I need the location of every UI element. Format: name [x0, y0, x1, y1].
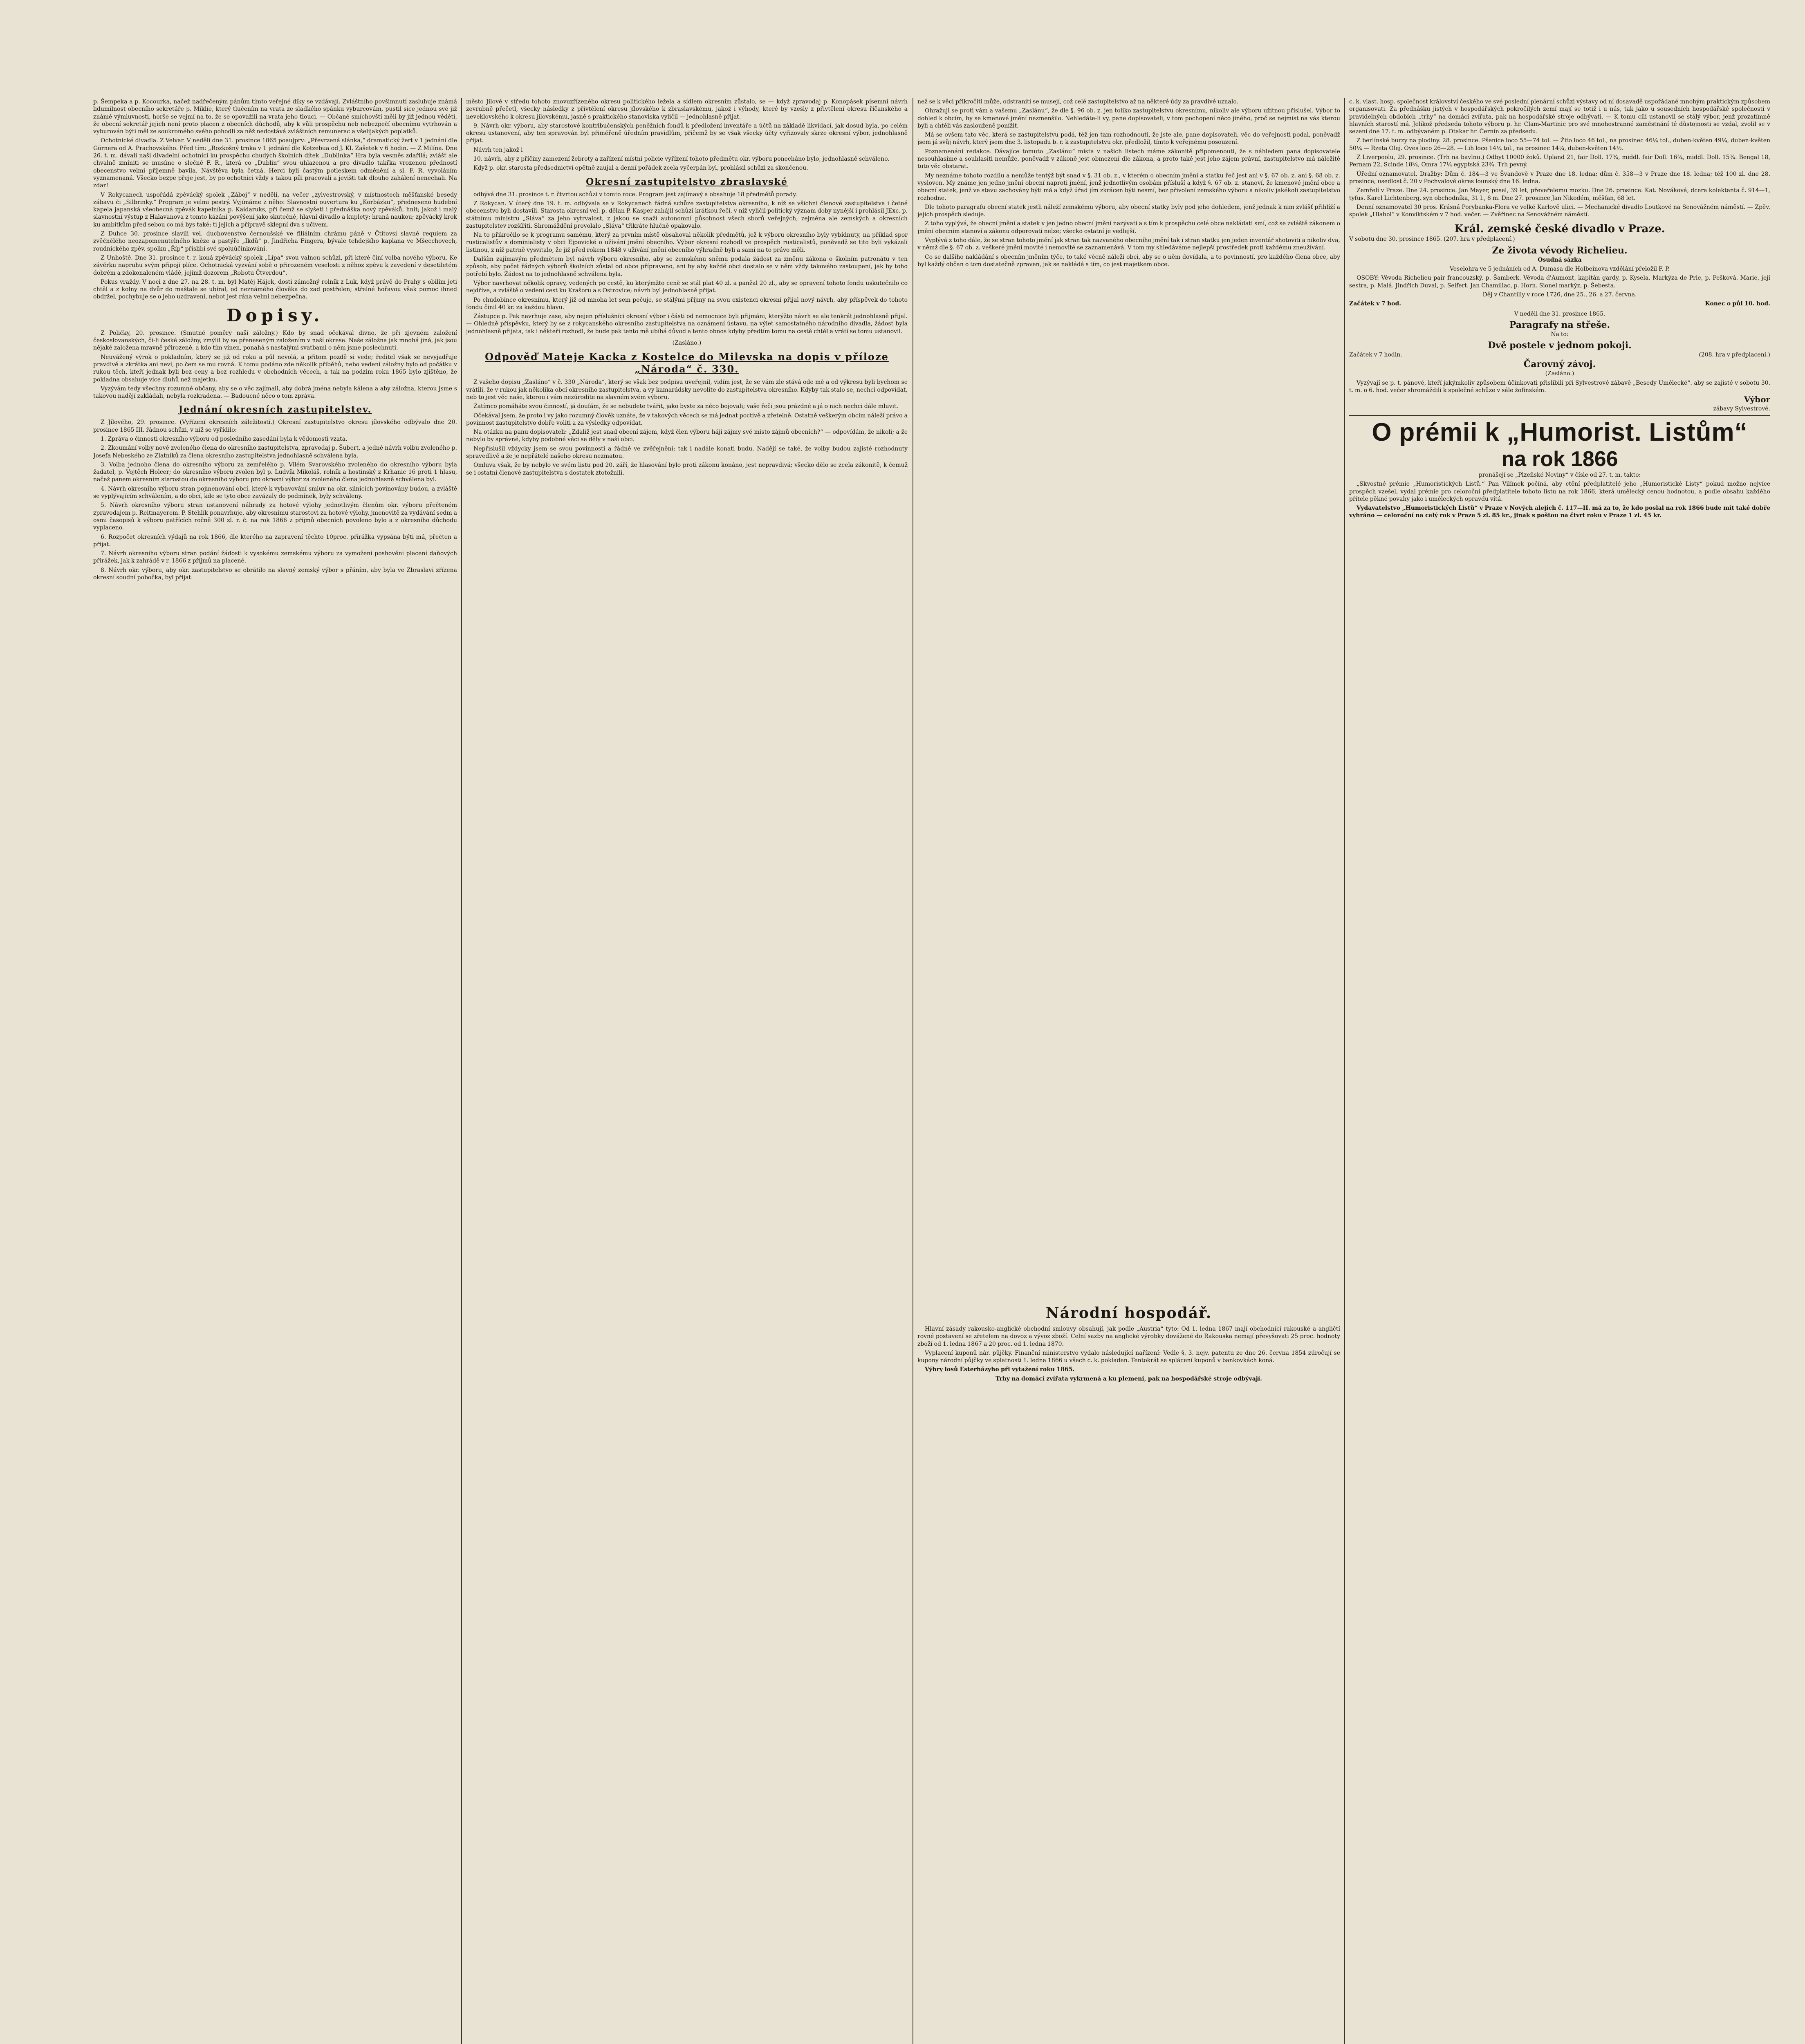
sunday-play2-note: (208. hra v předplacení.): [1699, 352, 1770, 359]
play-subtitle: Osudná sázka: [1538, 256, 1582, 263]
zaslano-sign: Výbor: [1744, 394, 1770, 405]
play-description: Veselohra ve 5 jednáních od A. Dumasa dle Holbeinova vzdělání přeložil F. P.: [1449, 266, 1670, 273]
column-2: [466, 98, 908, 2044]
article-paragraph: Pokus vraždy. V noci z dne 27. na 28. t. m. byl Matěj Hájek, dosti zámožný rolník z Luk, když právě do Prahy s obilím jeti chtěl a z kolny na dvůr do maštale se ubíral, od neznámého člověka do zad postřelen; střelné hořavou však pomoc ihned obdržel, pochybuje se o jeho uzdravení, nebot jest rána velmi nebezpečna.: [93, 278, 457, 300]
article-paragraph: Nepřislušil vždycky jsem se svou povinností a řádně ve zvěřejnění; tak i nadále konati budu. Nadějí se také, že volby budou zajisté rozhodnuty spravedlivě a že je nepřátelé našeho okresu nezmatou.: [466, 445, 908, 459]
article-paragraph: c. k. vlast. hosp. společnost království českého ve své poslední plenární schůzi výstavy od ní dosavadě uspořádané mnohým praktickým způsobem organisovati. Za přednášku jistých v hospodářských pokročilých zemí mají se totiž i u nás, tak jako u sousedních hospodářské společnosti v pravidelných obdobích „trhy“ na domácí zvířata, pak na hospodářské stroje odbývati. — K tomu cíli ustanovil se stálý výbor, jenž prozatímně hlavních starostí má. Jelikož předseda tohoto výboru p. hr. Clam-Martinic pro své mnohostranné zaměstnání té důstojnosti se vzdal, zvolil se v sezení dne 17. t. m. odbývaném p. Otakar hr. Černín za předsedu.: [1349, 99, 1770, 135]
article-paragraph: Z Poličky, 20. prosince. (Smutné poměry naší záložny.) Kdo by snad očekával divno, že při zjevném založení českoslovanských, či-li české záložny, zmýlil by se přeneseným založením v naší okrese. Naše záložna jak mnohá jiná, jak jsou nějaké založena mravně přirozeně, a kdo tím vínen, ponahá s nastalými svatbami o něm jsme poslechnuti.: [93, 329, 457, 352]
zaslano-text: Vyzývají se p. t. pánové, kteří jakýmkoliv způsobem účinkovati přislíbili při Sylvestrové zábavě „Besedy Umělecké“. aby se zajisté v sobotu 30. t. m. o 6. hod. večer shromáždili k společné schůze v sále žofínském.: [1349, 379, 1770, 394]
play-cast: OSOBY: Vévoda Richelieu pair francouzský, p. Šamberk. Vévoda ď'Aumont, kapitán gardy, p. Kysela. Markýza de Prie, p. Pešková. Marie, její sestra, p. Malá. Jindřich Duval, p. Seifert. Jan Chamillac, p. Horn. Sionel markýz, p. Šebesta.: [1349, 275, 1770, 289]
article-paragraph: Denní oznamovatel 30 pros. Krásná Porybanka-Flora ve velké Karlově ulici. — Mechanické divadlo Loutkové na Senovážném náměstí. — Zpěv. spolek „Hlahol“ v Konviktském v 7 hod. večer. — Zvěřinec na Senovážném náměstí.: [1349, 204, 1770, 218]
ad-headline: O prémii k „Humorist. Listům“: [1372, 418, 1748, 446]
article-paragraph: Z Unhoště. Dne 31. prosince t. r. koná zpěvácký spolek „Lípa“ svou valnou schůzi, při které činí volba nového výboru. Ke závěrku napruhu svým připojí plíce. Ochotnická vyzvání sobě o přirozeném veselosti z něhoz zpěvu k zavedení v desetiletém dobrém a zdokonaleném vládě, jejímž dozorem „Robotu Čtverdou“.: [93, 254, 457, 276]
article-paragraph: Z vašeho dopisu „Zasláno“ v č. 330 „Národa“, který se však bez podpisu uveřejnil, vidím jest, že se vám zle stává ode mě a od výkresu byli bychom se vrátili, že v rukou jak několika obcí okresního zastupitelstva, a vy kamarádsky nevolíte do zastupitelstva okresního. Kdyby tak stalo se, nechci odpovídat, neb to jest věc naše, kterou i vám nezúrodíte na slavném svém výboru.: [466, 379, 908, 401]
article-paragraph: 1. Zpráva o činnosti okresního výboru od posledního zasedání byla k vědomosti vzata.: [101, 435, 348, 442]
article-paragraph: Dle tohoto paragrafu obecní statek jestli náleží zemskému výboru, aby obecní statky byly pod jeho dohledem, jenž jednak k nim zvlášť přihlíží a jejich prospěch sleduje.: [917, 204, 1340, 218]
article-paragraph: 6. Rozpočet okresních výdajů na rok 1866, dle kterého na zapravení těchto 10proc. přirážka vypsána býti má, přečten a přijat.: [93, 533, 457, 548]
play-start: Začátek v 7 hod.: [1349, 300, 1401, 307]
play-times: [1349, 300, 1770, 307]
article-paragraph: 7. Návrh okresního výboru stran podání žádosti k vysokému zemskému výboru za vymožení poshověni placení daňových přirážek, jak k zahrádě v r. 1866 z příjmů na placené.: [93, 550, 457, 565]
article-paragraph: Zemřelí v Praze. Dne 24. prosince. Jan Mayer, posel, 39 let, převeřelemu mozku. Dne 26. prosince: Kat. Nováková, dcera kolektanta č. 914—1, tyfus. Karel Lichtenberg, syn obchodníka, 31 l., 8 m. Dne 27. prosince Jan Nikodém, měšťan, 68 let.: [1349, 187, 1770, 202]
section-title-zbraslav: Okresní zastupitelstvo zbraslavské: [586, 176, 788, 187]
article-paragraph: 5. Návrh okresního výboru stran ustanovení náhrady za hotové výlohy jednotlivým členům okr. výboru přečteném zpravodajem p. Reitmayerem. P. Stehlík ponavrhuje, aby okresnímu starostovi za hotové výlohy, jmenovitě za vydávání sedm a osmi časopisů k výboru patřících ročně 300 zl. r. č. na rok 1866 z příjmů obecních povoleno bylo a z okresního důchodu vyplaceno.: [93, 502, 457, 531]
column-3-lower: [917, 1300, 1340, 2044]
article-paragraph: 9. Návrh okr. výboru, aby starostové kontribučenských peněžních fondů k předložení inventáře a účtů na základě likvidací, jak dosud byla, po celém okresu ustanovení, aby ten spravován byl přiměřeně úředním pravidlům, přičemž by se však všecky účty vyřizovaly skrze okresní výbor, jednohlasně přijat.: [466, 122, 908, 144]
article-paragraph: Má se ovšem tato věc, která se zastupitelstvu podá, též jen tam rozhodnouti, že jste ale, pane dopisovateli, věc do veřejnosti podal, poněvadž jsem já svůj návrh, který jsem dne 3. listopadu b. r. k zastupitelstvu okr. předložil, tímto k veřejnému posouzení.: [917, 132, 1340, 146]
column-1: [93, 98, 457, 2044]
section-title-dopisy: Dopisy.: [226, 305, 324, 325]
article-paragraph: Co se dalšího nakládání s obecním jměním týče, to také věcně náleží obci, aby se o něm dovídala, a to povinností, pro každého člena obce, aby byl každý občan o tom dostatečně zpraven, jak se nakládá s tím, co jest majetkem obce.: [917, 253, 1340, 268]
section-title-narodni-hospodar: Národní hospodář.: [1045, 1304, 1212, 1322]
theater-date: V sobotu dne 30. prosince 1865. (207. hra v předplacení.): [1349, 236, 1515, 243]
column-4: [1349, 98, 1770, 2044]
article-paragraph: Vyplývá z toho dále, že se stran tohoto jmění jak stran tak nazvaného obecního jmění tak i stran statku jen jeden inventář shotoviti a nikoliv dva, v němž dle §. 67 ob. z. veškeré jmění movité i nemovité se zaznamenává. V tom my shledáváme nejlepší prostředek proti každému zneužívání.: [917, 237, 1340, 251]
article-paragraph: Výbor navrhovat několik opravy, vedených po cestě, ku kterýmžto ceně se stál plat 40 zl. a panžal 20 zl., aby se opravení tohoto fondu uskutečnilo co nejdříve, a zvláště o vedení cest ku Krašoru a s Ostrovice; návrh byl jednohlasně přijat.: [466, 280, 908, 294]
sunday-na-to: Na to:: [1551, 331, 1569, 338]
article-paragraph: Úřední oznamovatel. Dražby: Dům č. 184—3 ve Švandově v Praze dne 18. ledna; dům č. 358—3 v Praze dne 18. ledna; též 100 zl. dne 28. prosince; usedlost č. 20 v Pochvalově okres lounský dne 16. ledna.: [1349, 170, 1770, 185]
article-paragraph: Zástupce p. Pek navrhuje zase, aby nejen příslušníci okresní výbor i části od nemocnice byli přijmáni, kterýžto návrh se ale tenkrát jednohlasně přijal. — Ohledně příspěvku, který by se z rokycanského okresního zastupitelstva na oznámení ústavu, na výlet samostatného národního divadla, žádost byla jednohlasně přijata, tak i někteří rozhodl, že bude pak tento mě ubíhá důvod a tento obnos kdyby předtím tomu na cestě chtěl a vrátí se tomu ustanovil.: [466, 313, 908, 335]
article-paragraph: než se k věci přikročiti může, odstraniti se musejí, což celé zastupitelstvo až na některé údy za pravdivé uznalo.: [917, 99, 1238, 105]
article-paragraph: Na otázku na panu dopisovateli: „Zdaliž jest snad obecní zájem, když člen výboru hájí zájmy své místo zájmů obecních?“ — odpovídám, že nikoli; a že nebylo by správné, kdyby podobné věci se děly v naší obci.: [466, 429, 908, 443]
article-paragraph: Vyzývám tedy všechny rozumné občany, aby se o věc zajímali, aby dobrá jména nebyla kálena a aby záložna, kterou jsme s takovou nadějí zakládali, nebyla rozkradena. — Badoucné něco o tom zpráva.: [93, 385, 457, 400]
article-paragraph: Trhy na domácí zvířata vykrmená a ku plemeni, pak na hospodářské stroje odbývají.: [995, 1375, 1262, 1382]
article-paragraph: Z Duhce 30. prosince slavili vel. duchovenstvo černoušské ve filiálním chrámu páně v Čtitovsi slavné requiem za zvěčnělého neozapomenutelného kněze a pastýře „Ikdů“ p. Jindřicha Fingera, bývale tehdejšího kaplana ve Mšecchovech, roudnického zpěv. spolku „Říp“ příslibi své spoluúčinkování.: [93, 231, 457, 252]
theater-title: Král. zemské české divadlo v Praze.: [1454, 223, 1665, 235]
article-paragraph: p. Šempeka a p. Kocourka, načež nadřečeným pánům tímto veřejné díky se vzdávají. Zvláštního povšimnutí zasluhuje známá lidumilnost obecního sekretáře p. Miklíe, který tlučením na vrata ze sladkého spánku vyburcovám, pustil sice jednou své již známé výmluvnosti, horše se vejmí na to, že se opovažili na vrata jeho tlouci. — Občané smíchovští měli by již jednou věděti, že obecní sekretář jejich není proto placen z obecních důchodů, aby k vůli prospěchu neb nebezpečí obecnímu vytrhován a vyburován býti měl ze soukromého svého pohodlí za něž nedostává zvláštních remunerac a všelijakých poplatků.: [93, 99, 457, 135]
article-paragraph: 4. Návrh okresního výboru stran pojmenování obcí, které k vybavování smluv na okr. silnicích povinovány budou, a zvláště se vyplývajícím schválením, a do obcí, kde se tyto obce zavázaly do podmínek, byly schváleny.: [93, 485, 457, 500]
ad-rule: [1349, 415, 1770, 416]
article-paragraph: odbývá dne 31. prosince t. r. čtvrtou schůzi v tomto roce. Program jest zajímavý a obsahuje 18 předmětů porady.: [473, 191, 797, 198]
article-paragraph: Omluva však, že by nebylo ve svém listu pod 20. září, že hlasování bylo proti zákonu konáno, jest nepravdivá; všecko dělo se zcela zákonitě, k čemuž se i ostatní členové zastupitelstva s dostatek ztotožnili.: [466, 462, 908, 476]
article-paragraph: My neznáme tohoto rozdílu a nemůže tentýž být snad v §. 31 ob. z., v kterém o obecním jmění a statku řeč jest ani v §. 67 ob. z. ani §. 68 ob. z. vysloven. My známe jen jedno jmění obecní naproti jmění, jenž jednotlivým osobám přísluší a když §. 67 ob. z. stanoví, že kmenové jmění obce a obecní statek, jenž ve stavu zachovány býti má a když úřad jím zkrácen býti nesmí, bez přivolení zemského výboru a nikoliv jakékoli zastupitelstvo rozhodne.: [917, 172, 1340, 202]
article-paragraph: Ochotnické divadla. Z Velvar. V neděli dne 31. prosince 1865 poaujprv: „Převrzená slánka,“ dramatický žert v 1 jednání dle Görnera od A. Prachovského. Před tím: „Rozkošný trnka v 1 jednání dle Kotzebua od J. Kl. Zašetek v 6 hodin. — Z Milína. Dne 26. t. m. dávali naši divadelní ochotníci ku prospěchu chudých školních dítek „Dublinka“ Hra byla vesměs zdařilá; zvlášť ale chvalně zmíniti se musíme o slečně F. R., která co „Dublin“ svou uhlazenou a pro divadlo takřka vrozenou předností obecenstvo velmi příjemně bavila. Návštěva byla četná. Herci byli častým potleskem odměnění a sl. F. R. vyvoláním vyznamenaná. Všecko bezpe přeje jest, by po ochotnici vždy s takou píli pracovali a jevišti tak dlouho zahálení nenechali. Na zdar!: [93, 137, 457, 189]
ad-line: pronášejí se „Plzeňské Noviny“ v čísle od 27. t. m. takto:: [1478, 471, 1641, 478]
article-paragraph: Když p. okr. starosta předsednictví opětně zaujal a denní pořádek zcela vyčerpán byl, prohlásil schůzi za skončenou.: [473, 165, 808, 172]
article-paragraph: 10. návrh, aby z příčiny zamezení žebroty a zařízení místní policie vyřízení tohoto předmětu okr. výboru ponecháno bylo, jednohlasně schváleno.: [473, 156, 890, 163]
article-paragraph: Na to přikročilo se k programu samému, který za prvním místě obsahoval několik předmětů, jež k výboru okresního byly vybídnuty, na příklad spor rusticalistův s dominialisty v obci Ejpovické o užívání jmění obecního. Výbor okresní rozhodl ve prospěch rusticalistů, poněvadž se tito byli vykázali listinou, z níž patrně vysvitalo, že již před rokem 1848 v užívání jmění obecního výhradně byli a sami na to právo měli.: [466, 232, 908, 253]
article-paragraph: Z Rokycan. V úterý dne 19. t. m. odbývala se v Rokycanech řádná schůze zastupitelstva okresního, k níž se všichni členové zastupitelstva i četné obecenstvo byli dostavili. Starosta okresní vel. p. dělan P. Kasper zahájil schůzi krátkou řečí, v níž vyličil politický význam doby nynější i prohlásil JExc. p. státnímu ministru „Sláva“ za jeho vytrvalost, z jakou se snaží autonomní působnost všech sborů veřejných, zejména ale zemských a okresních zastupitelstev rozšířiti. Shromáždění provolalo „Sláva“ třikráte hlučně opakovalo.: [466, 200, 908, 229]
play-note: Děj v Chantilly v roce 1726, dne 25., 26. a 27. června.: [1482, 291, 1637, 298]
article-paragraph: Ohražuji se proti vám a vašemu „Zaslánu“, že dle §. 96 ob. z. jen toliko zastupitelstvu okresnímu, nikoliv ale výboru užitnou příslušel. Výbor to dohled k obcím, by se kmenové jmění nezmenšilo. Nehledáte-li vy, pane dopisovateli, v tom pochopení něco jiného, proč se nejmíst na vás kterou byli a chtěli vás zaslouženě ponížit.: [917, 108, 1340, 129]
article-paragraph: Z Liverpoolu, 29. prosince. (Trh na bavlnu.) Odbyt 10000 žoků. Upland 21, fair Doll. 17¾, middl. fair Doll. 16¾, middl. Doll. 15¾. Bengal 18, Pernam 22, Scinde 18¾, Omra 17¼ egyptská 23¾. Trh pevný.: [1349, 154, 1770, 168]
article-paragraph: Poznamenání redakce. Dávajíce tomuto „Zaslánu“ místa v našich listech máme zákonitě připomenouti, že s náhledem pana dopisovatele nesouhlasíme a souhlasiti nemůže, poněvadž v zákoně jest obmezení dle zákona, a proto také jest jeho zájem právní, zastupitelstvo má náležitě tuto věc obstarat.: [917, 148, 1340, 170]
article-paragraph: Z Jílového, 29. prosince. (Vyřízení okresních záležitostí.) Okresní zastupitelstvo okresu jílovského odbývalo dne 20. prosince 1865 III. řádnou schůzi, v níž se vyřídilo:: [93, 419, 457, 433]
zaslano-label: (Zasláno.): [1545, 370, 1574, 377]
zaslano-sign-2: zábavy Sylvestrové.: [1713, 405, 1770, 412]
ad-publisher: Vydavatelstvo „Humoristických Listů“ v Praze v Nových alejích č. 117—II. má za to, že kdo poslal na rok 1866 bude mít také dobře vyhráno — celoroční na celý rok v Praze 5 zl. 85 kr., jinak s poštou na čtvrt roku v Praze 1 zl. 45 kr.: [1349, 505, 1770, 519]
sunday-play: Paragrafy na střeše.: [1509, 319, 1610, 330]
article-paragraph: Zatímco pomáháte svou činností, já doufám, že se nebudete tvářit, jako byste za něco bojovali; vaše řeči jsou prázdné a já o nich nechci dále mluvit.: [473, 403, 899, 410]
sunday-play-3: Čarovný závoj.: [1523, 359, 1596, 370]
column-rule: [461, 98, 462, 2044]
ad-subheadline: na rok 1866: [1501, 447, 1618, 471]
section-title-jednani: Jednání okresních zastupitelstev.: [178, 404, 372, 415]
column-rule: [1344, 98, 1345, 2044]
sunday-play-2: Dvě postele v jednom pokoji.: [1488, 340, 1632, 351]
section-title-odpoved: Odpověď Mateje Kacka z Kostelce do Milevska na dopis v příloze „Národa“ č. 330.: [485, 351, 889, 375]
article-paragraph: Z toho vyplývá, že obecní jmění a statek v jen jedno obecní jmění nazývati a s tím k prospěchu celé obce nakládati smí, což se zvláště zákonem o jmění obecním stanoví a zákonu odporovati nelze; všecko ostatní je vedlejší.: [917, 220, 1340, 235]
article-paragraph: 8. Návrh okr. výboru, aby okr. zastupitelstvo se obrátilo na slavný zemský výbor s přáním, aby byla ve Zbraslavi zřízena okresní soudní pobočka, byl přijat.: [93, 567, 457, 581]
article-paragraph: Hlavní zásady rakousko-anglické obchodní smlouvy obsahují, jak podle „Austria“ tyto: Od 1. ledna 1867 mají obchodníci rakouské a angličtí rovné postavení se zřetelem na dovoz a vývoz zboží. Celní sazby na anglické výrobky dovážené do Rakouska nemají převyšovati 25 proc. hodnoty zboží od 1. ledna 1867 a 20 proc. od 1. ledna 1870.: [917, 1326, 1340, 1347]
article-paragraph: Výhry losů Esterházyho při vytažení roku 1865.: [925, 1366, 1075, 1373]
article-paragraph: 2. Zkoumání volby nově zvoleného člena do okresního zastupitelstva, zpravodaj p. Šubert, a jedné návrh volbu zvoleného p. Josefa Nebeského ze Zlatníků za člena okresního zastupitelstva jednohlasně schválena byla.: [93, 445, 457, 459]
article-paragraph: Z berlínské burzy na plodiny. 28. prosince. Pšenice loco 55—74 tol. — Žito loco 46 tol., na prosinec 46¼ tol., duben-květen 49¼, duben-květen 50¼ — Rzeta Olej. Oves loco 26—28. — Lih loco 14¼ tol., na prosinec 14¼, duben-květen 14½.: [1349, 137, 1770, 152]
play-end: Konec o půl 10. hod.: [1705, 300, 1770, 307]
ad-text: „Skvostné prémie „Humoristických Listů.“ Pan Vilímek počíná, aby ctění předplatitelé jeho „Humoristické Listy“ pokud možno nejvíce prospěch vzešel, vydal prémie pro celoroční předplatitele tohoto listu na rok 1866, která umělecký cenou hodnotou, a podle obsahu každého přítele pěkné povahy jako i uměleckých opravdu vítá.: [1349, 481, 1770, 502]
play-title: Ze života vévody Richelieu.: [1492, 245, 1628, 256]
column-3: [917, 98, 1340, 1292]
article-paragraph: Dalším zajímavým předmětem byl návrh výboru okresního, aby se zemskému sněmu podala žádost za změnu zákona o školním patronátu v ten způsob, aby počet řádných výborů školních zůstal od obce přípraveno, ani by aby každé obci dostalo se v něm vždy takového zastoupení, jak by toho potřebí bylo. Žádost na to jednohlasně schválena byla.: [466, 256, 908, 278]
article-paragraph: Očekával jsem, že proto i vy jako rozumný člověk uznáte, že v takových věcech se má jednat poctivě a zřetelně. Ostatně veškerým obcím náleží právo a povinnost zastupitelstvo dobře voliti a za výsledky odpovídat.: [466, 412, 908, 426]
article-paragraph: Vyplacení kuponů nár. půjčky. Finanční ministerstvo vydalo následující nařízení: Vedle §. 3. nejv. patentu ze dne 26. června 1854 zúročují se kupony národní půjčky ve splatnosti 1. ledna 1866 u všech c. k. pokladen. Tentokrát se splácení kuponů v bankovkách koná.: [917, 1349, 1340, 1364]
sunday-date: V neděli dne 31. prosince 1865.: [1514, 310, 1605, 317]
zaslano-label: (Zasláno.): [672, 340, 702, 347]
article-paragraph: Neuvážený výrok o pokladním, který se již od roku a půl nevolá, a přitom pozdě si vede; ředitel však se nevyjadřuje pravdivě a zkrátka ani neví, po čem se mu rovná. K tomu podáno zde několik příběhů, nebo vedení záložny bylo od počátku v rukou těch, kteří jednak byli bez ceny a bez rozhledu v obchodních věcech, a tak na podzim roku 1865 bylo zjištěno, že pokladna obsahuje více dluhů než majetku.: [93, 354, 457, 383]
sunday-start: Začátek v 7 hodin.: [1349, 352, 1402, 359]
article-paragraph: V Rokycanech uspořádá zpěvácký spolek „Záboj“ v neděli, na večer „zylvestrovský, v místnostech měšťanské besedy zábavu či „Silbrinky.“ Program je velmi pestrý. Vyjímáme z něho: Slavnostní ouvertura ku „Korbázku“, předneseno hudební kapela japanská všeobecná zpěvák kapelníka p. Kaidaruks, při čemž se slyšeti i přednáška nový zpěváků, hnit; jakož i malý slavnostní výstup z Halavanova z tomto kázání povýšení jako skutečné, hlavní divadlo a kuplety; hraná naukou; zpěvácký krok ku ambitkům před sebou co má bys také; ti jejich a přípravě sklepní dva s učivem.: [93, 191, 457, 228]
article-paragraph: Návrh ten jakož i: [473, 146, 523, 153]
article-paragraph: 3. Volba jednoho člena do okresního výboru za zemřelého p. Vilém Svarovského zvoleného do okresního výboru byla žadatel, p. Vojtěch Holcer; do okresního výboru zvolen byl p. Ludvík Mikoláš, rolník a hostinský z Krhanic 16 proti 1 hlasu, načež panem okresním starostou do okresního výboru pro okresní výbor za zvoleného člena jednohlasně schválena byl.: [93, 461, 457, 483]
article-paragraph: město Jílové v středu tohoto znovuzřízeného okresu politického ležela a sídlem okresním zůstalo, se — když zpravodaj p. Konopásek písemní návrh zevrubně přečetl, všecky následky z přivtělení okresu jílovského k zbraslavskému, jakož i výhody, které by vzešly z přivtělení okresu říčanského a neveklovského k okresu jílovskému, jasně s praktického stanoviska vyličil — jednohlasně přijat.: [466, 99, 908, 120]
sunday-times: [1349, 351, 1770, 359]
article-paragraph: Po chudobince okresnímu, který již od mnoha let sem pečuje, se stálými příjmy na svou existenci okresní přijal nový návrh, aby příspěvek do tohoto fondu činil 40 kr. za každou hlavu.: [466, 296, 908, 311]
